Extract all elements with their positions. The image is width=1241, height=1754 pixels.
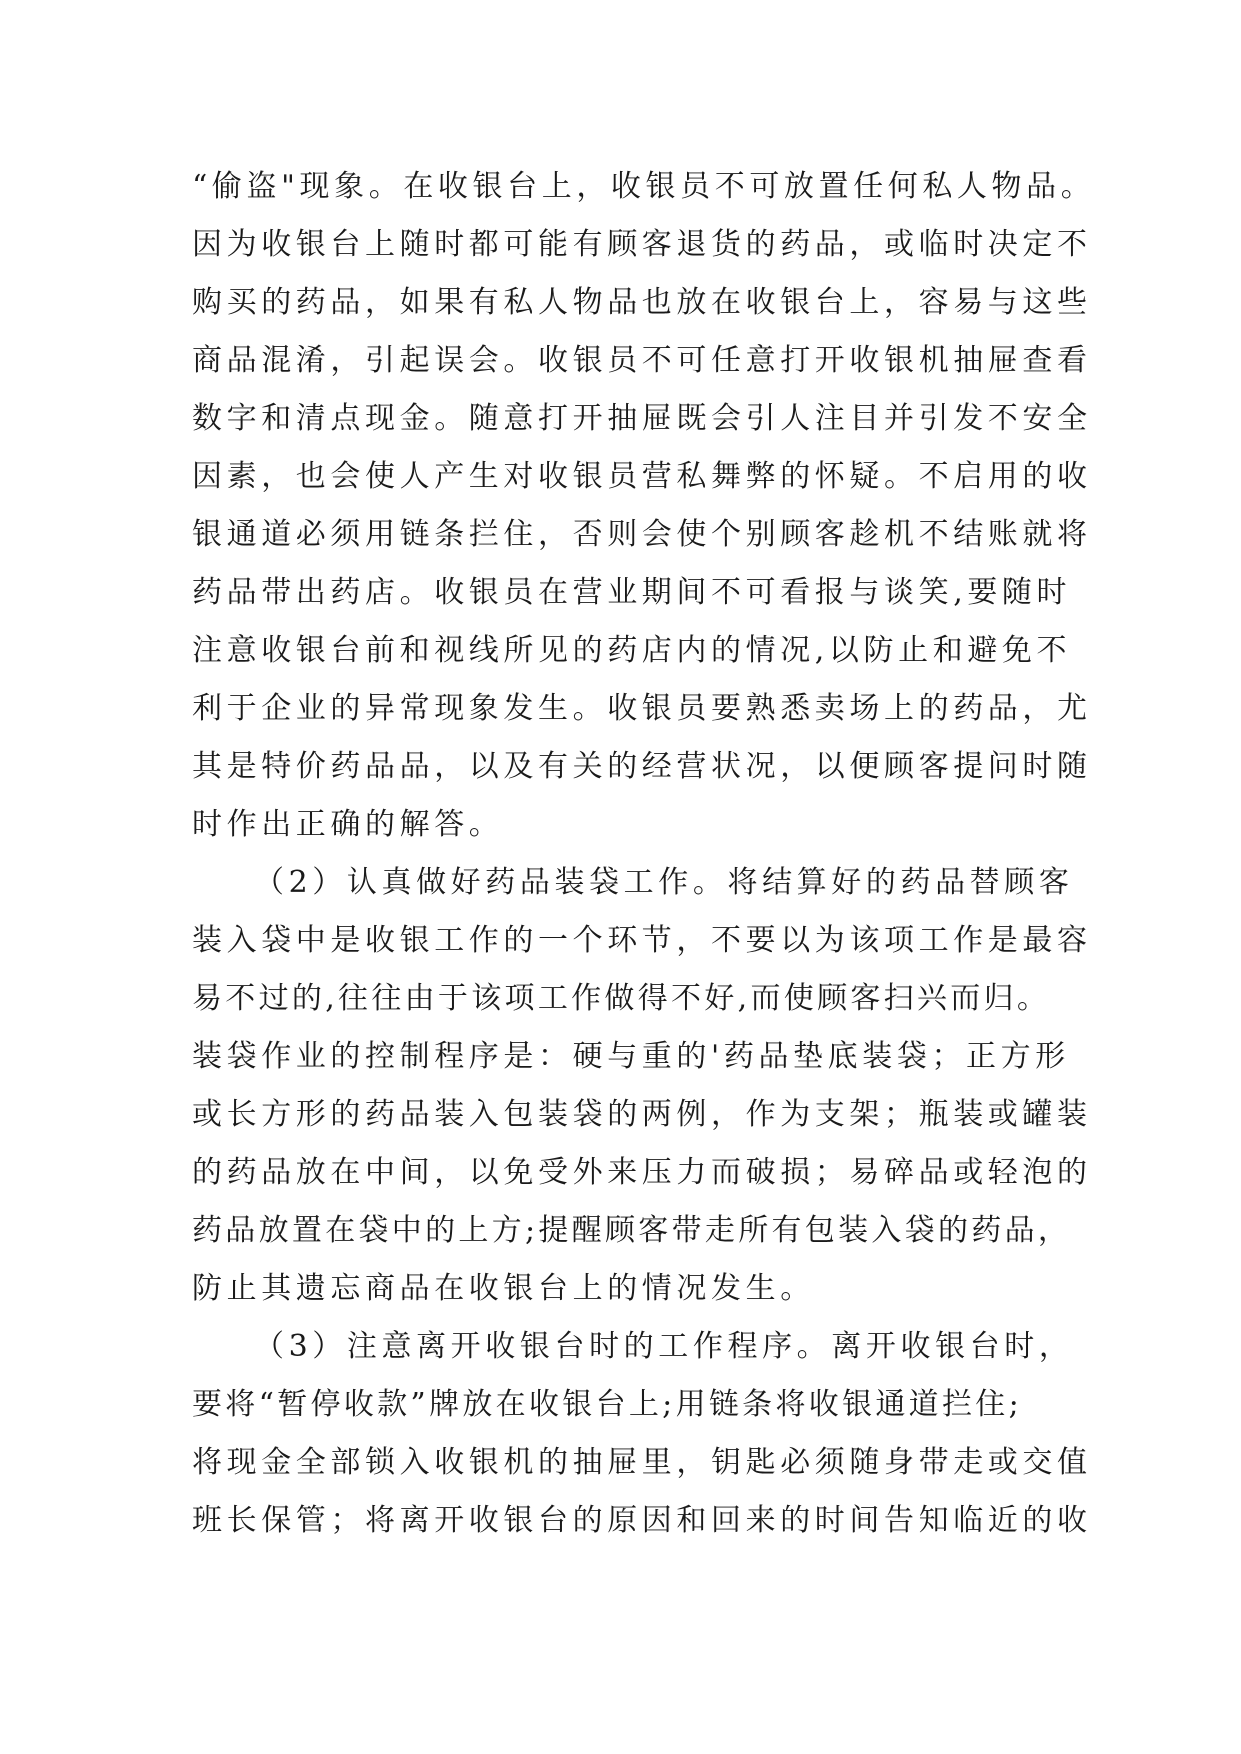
text-line: 药品带出药店。收银员在营业期间不可看报与谈笑,要随时 bbox=[192, 575, 1072, 610]
text-line: 利于企业的异常现象发生。收银员要熟悉卖场上的药品，尤 bbox=[192, 691, 1092, 726]
text-line: “偷盗"现象。在收银台上，收银员不可放置任何私人物品。 bbox=[192, 169, 1096, 204]
text-line: 易不过的,往往由于该项工作做得不好,而使顾客扫兴而归。 bbox=[192, 981, 1051, 1016]
text-line: 药品放置在袋中的上方;提醒顾客带走所有包装入袋的药品， bbox=[192, 1213, 1072, 1248]
text-line: 注意收银台前和视线所见的药店内的情况,以防止和避免不 bbox=[192, 633, 1072, 668]
text-line: 装入袋中是收银工作的一个环节，不要以为该项工作是最容 bbox=[192, 923, 1092, 958]
text-line: 或长方形的药品装入包装袋的两例，作为支架；瓶装或罐装 bbox=[192, 1097, 1092, 1132]
text-line: 因为收银台上随时都可能有顾客退货的药品，或临时决定不 bbox=[192, 227, 1092, 262]
text-line: 的药品放在中间，以免受外来压力而破损；易碎品或轻泡的 bbox=[192, 1155, 1092, 1190]
text-line: 班长保管；将离开收银台的原因和回来的时间告知临近的收 bbox=[192, 1503, 1092, 1538]
text-line: 数字和清点现金。随意打开抽屉既会引人注目并引发不安全 bbox=[192, 401, 1092, 436]
paragraph-first-line: （2）认真做好药品装袋工作。将结算好的药品替顾客 bbox=[254, 865, 1074, 900]
text-line: 购买的药品，如果有私人物品也放在收银台上，容易与这些 bbox=[192, 285, 1092, 320]
text-line: 商品混淆，引起误会。收银员不可任意打开收银机抽屉查看 bbox=[192, 343, 1092, 378]
text-line: 防止其遗忘商品在收银台上的情况发生。 bbox=[192, 1271, 815, 1306]
text-line: 因素，也会使人产生对收银员营私舞弊的怀疑。不启用的收 bbox=[192, 459, 1092, 494]
text-line: 装袋作业的控制程序是：硬与重的'药品垫底装袋；正方形 bbox=[192, 1039, 1070, 1074]
body-text bbox=[192, 158, 1096, 1550]
text-line: 其是特价药品品，以及有关的经营状况，以便顾客提问时随 bbox=[192, 749, 1092, 784]
text-line: 要将“暂停收款”牌放在收银台上;用链条将收银通道拦住; bbox=[192, 1387, 1022, 1422]
text-line: 将现金全部锁入收银机的抽屉里，钥匙必须随身带走或交值 bbox=[192, 1445, 1092, 1480]
text-line: 银通道必须用链条拦住，否则会使个别顾客趁机不结账就将 bbox=[192, 517, 1092, 552]
text-line: 时作出正确的解答。 bbox=[192, 807, 504, 842]
paragraph-first-line: （3）注意离开收银台时的工作程序。离开收银台时， bbox=[254, 1329, 1074, 1364]
